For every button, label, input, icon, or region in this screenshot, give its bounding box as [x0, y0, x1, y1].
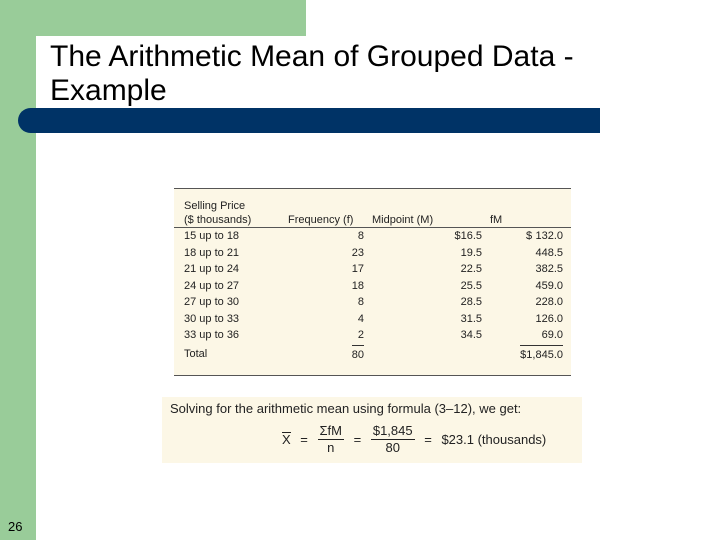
cell-frequency: 8 — [357, 296, 364, 309]
table-row — [174, 327, 571, 344]
cell-frequency: 2 — [357, 329, 364, 342]
cell-range: 27 up to 30 — [184, 296, 240, 309]
header-selling-price — [174, 189, 284, 228]
table-row — [174, 261, 571, 278]
cell-frequency: 4 — [357, 312, 364, 325]
mean-result: $23.1 (thousands) — [441, 432, 547, 447]
cell-frequency: 23 — [351, 246, 364, 259]
cell-range: 33 up to 36 — [184, 329, 240, 342]
fraction-numerator: ΣfM — [319, 423, 342, 438]
total-label: Total — [184, 347, 208, 360]
sidebar-accent — [0, 0, 36, 540]
cell-frequency: 18 — [351, 279, 364, 292]
total-frequency-cell — [284, 344, 368, 364]
cell-frequency: 17 — [351, 263, 364, 276]
fraction-numerator: $1,845 — [372, 423, 413, 438]
cell-midpoint: $16.5 — [454, 230, 482, 243]
fraction-sum-fm-over-n — [318, 423, 344, 456]
table-total-row — [174, 344, 571, 364]
table-row — [174, 228, 571, 245]
page-title: The Arithmetic Mean of Grouped Data - Example — [50, 40, 574, 107]
fraction-denominator: 80 — [385, 440, 400, 455]
cell-midpoint: 28.5 — [460, 296, 482, 309]
fraction-values — [371, 423, 415, 456]
table-row — [174, 278, 571, 295]
total-fm-cell — [486, 344, 571, 364]
table-row — [174, 245, 571, 262]
cell-midpoint: 25.5 — [460, 279, 482, 292]
cell-fm: 382.5 — [535, 263, 563, 276]
fraction-denominator: n — [327, 440, 335, 455]
currency-symbol: $ — [526, 230, 533, 243]
cell-range: 24 up to 27 — [184, 279, 240, 292]
cell-frequency: 8 — [357, 230, 364, 243]
cell-fm: 228.0 — [535, 296, 563, 309]
header-frequency: Frequency (f) — [284, 189, 368, 228]
header-price-line1: Selling Price — [184, 200, 246, 212]
equals-sign: = — [424, 432, 432, 447]
cell-midpoint: 19.5 — [460, 246, 482, 259]
cell-midpoint: 22.5 — [460, 263, 482, 276]
mean-formula — [282, 423, 552, 461]
cell-fm: 459.0 — [535, 279, 563, 292]
x-bar-symbol: X — [282, 432, 291, 447]
header-fm: fM — [486, 189, 571, 228]
equals-sign: = — [300, 432, 308, 447]
cell-midpoint: 31.5 — [460, 312, 482, 325]
header-midpoint: Midpoint (M) — [368, 189, 486, 228]
solution-box — [162, 397, 582, 463]
total-frequency: 80 — [352, 345, 364, 363]
cell-fm — [486, 228, 571, 245]
total-fm: $1,845.0 — [520, 345, 563, 363]
header-accent — [0, 0, 306, 36]
cell-fm: 69.0 — [541, 329, 563, 342]
cell-range: 18 up to 21 — [184, 246, 240, 259]
table-row — [174, 311, 571, 328]
title-underline-bar — [18, 108, 600, 133]
cell-range: 15 up to 18 — [184, 230, 240, 243]
table-row — [174, 294, 571, 311]
table-header-row — [174, 189, 571, 228]
frequency-table — [174, 188, 571, 376]
total-midpoint-empty — [368, 344, 486, 364]
cell-range: 30 up to 33 — [184, 312, 240, 325]
cell-range: 21 up to 24 — [184, 263, 240, 276]
cell-fm: 448.5 — [535, 246, 563, 259]
cell-fm: 126.0 — [535, 312, 563, 325]
slide-number: 26 — [8, 519, 23, 534]
header-price-line2: ($ thousands) — [184, 214, 252, 226]
cell-midpoint: 34.5 — [460, 329, 482, 342]
cell-fm-value: 132.0 — [535, 230, 563, 243]
equals-sign: = — [353, 432, 362, 447]
solution-text: Solving for the arithmetic mean using formula (3–12), we get: — [170, 401, 522, 416]
